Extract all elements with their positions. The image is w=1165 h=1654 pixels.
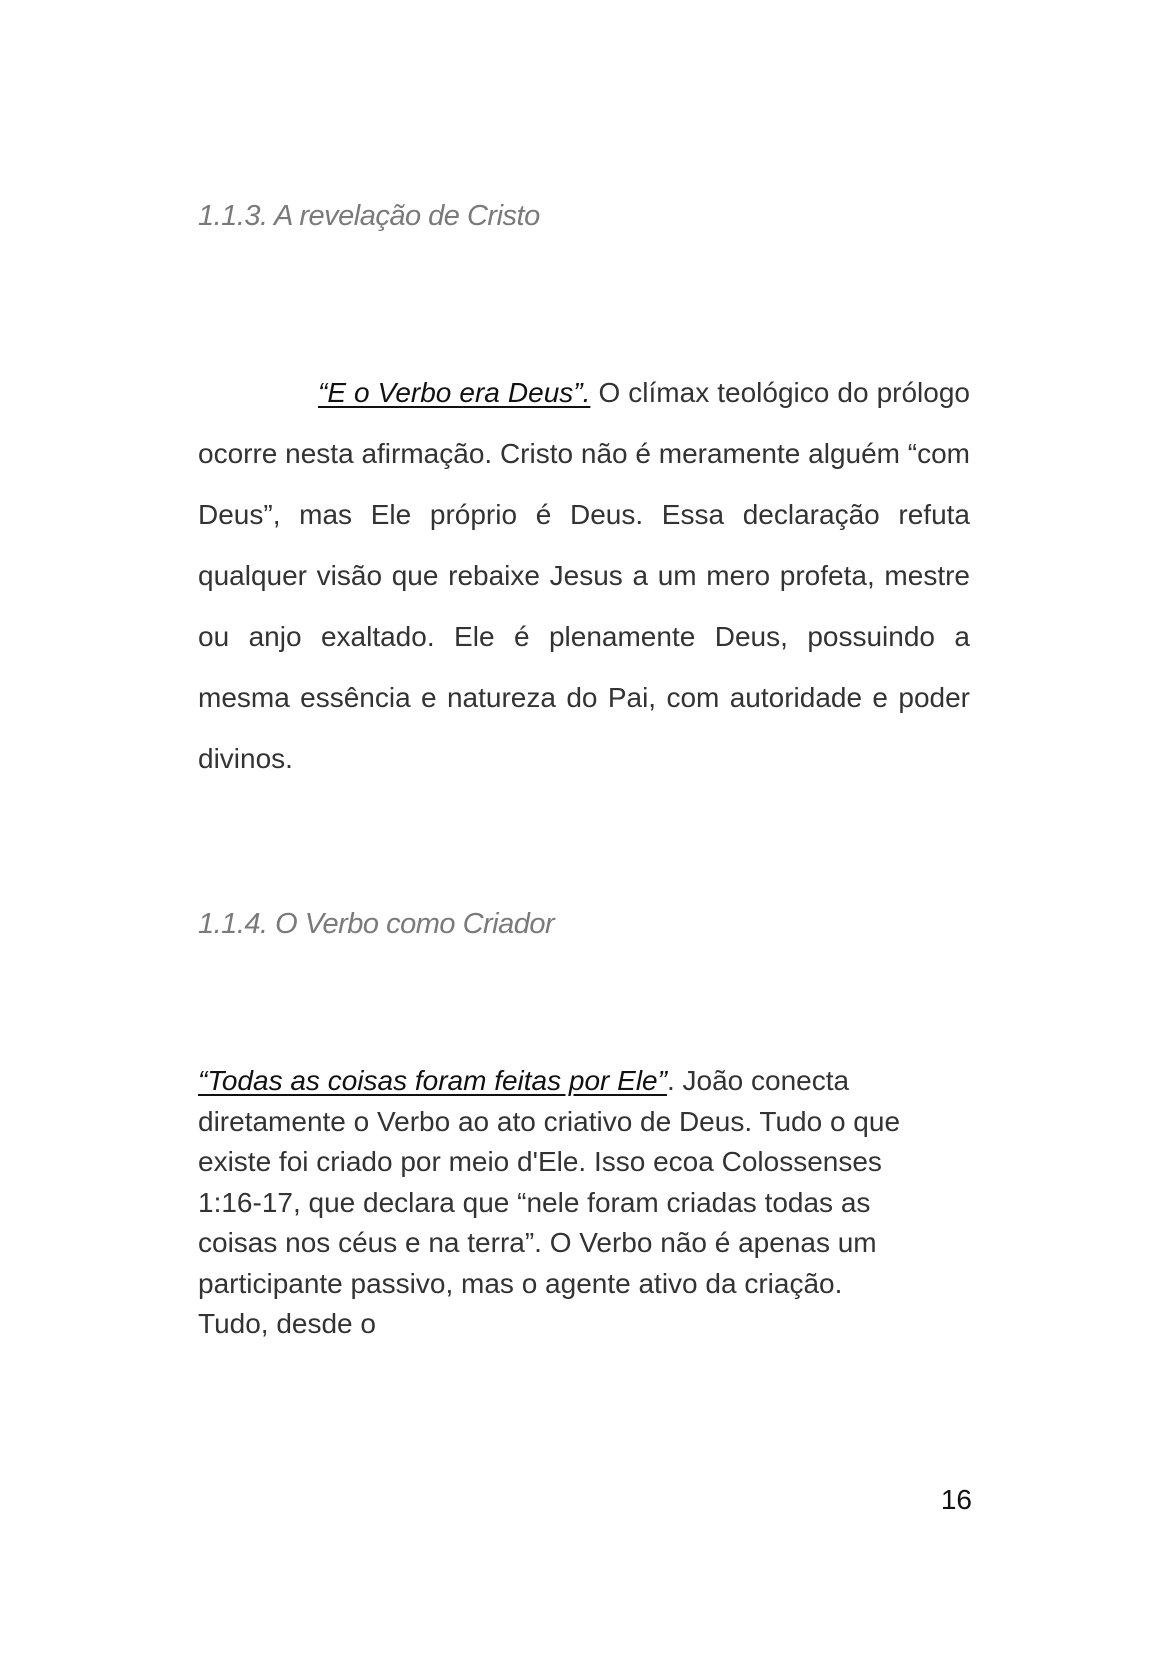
paragraph-criador-line: participante passivo, mas o agente ativo da criação. xyxy=(198,1267,843,1299)
quote-todas-as-coisas: “Todas as coisas foram feitas por Ele” xyxy=(198,1065,667,1096)
quote-verbo-era-deus: “E o Verbo era Deus”. xyxy=(318,377,591,408)
section-heading-criador: 1.1.4. O Verbo como Criador xyxy=(198,908,555,940)
paragraph-criador-line: coisas nos céus e na terra”. O Verbo não é apenas um xyxy=(198,1227,877,1258)
paragraph-criador-line: . João conecta xyxy=(666,1065,850,1096)
page-number: 16 xyxy=(940,1484,972,1515)
paragraph-revelacao-body: O clímax teológico do prólogo ocorre nesta afirmação. Cristo não é meramente alguém “com Deus”, mas Ele próprio é Deus. Essa declaração refuta qualquer visão que rebaixe Jesus a um mero profeta, mestre ou anjo exaltado. Ele é plenamente Deus, possuindo a mesma essência e natureza do Pai, com autoridade e poder divinos. xyxy=(198,377,970,774)
paragraph-criador-line: existe foi criado por meio d'Ele. Isso ecoa Colossenses xyxy=(198,1146,882,1177)
paragraph-criador-line: Tudo, desde o xyxy=(198,1308,376,1339)
paragraph-criador-line: diretamente o Verbo ao ato criativo de Deus. Tudo o que xyxy=(198,1105,901,1137)
paragraph-revelacao xyxy=(198,362,970,789)
paragraph-criador xyxy=(198,1061,970,1345)
paragraph-criador-line: 1:16-17, que declara que “nele foram criadas todas as xyxy=(198,1186,871,1218)
section-heading-revelacao: 1.1.3. A revelação de Cristo xyxy=(198,200,540,232)
